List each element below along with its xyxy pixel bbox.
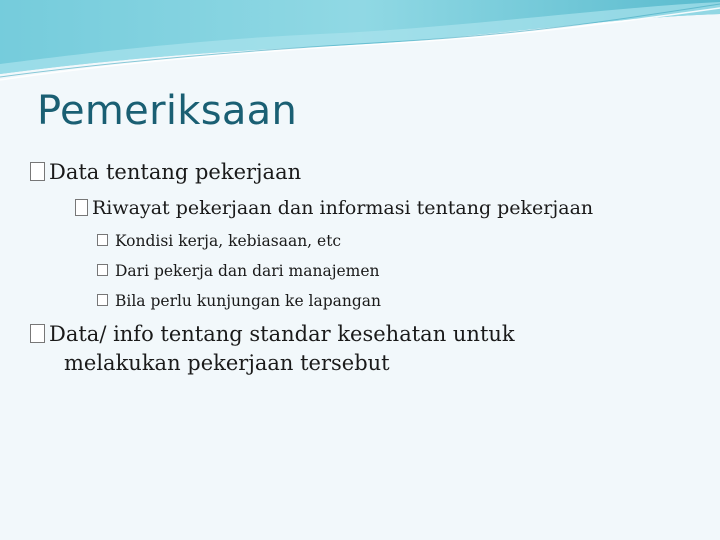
bullet-box-icon	[97, 264, 108, 276]
bullet-text: Bila perlu kunjungan ke lapangan	[115, 292, 382, 310]
bullet-text: Data/ info tentang standar kesehatan untuk	[49, 322, 515, 346]
bullet-text: Riwayat pekerjaan dan informasi tentang pekerjaan	[92, 197, 594, 219]
bullet-text: Data tentang pekerjaan	[49, 160, 302, 184]
sub-bullet-item	[75, 197, 593, 219]
bullet-text: Dari pekerja dan dari manajemen	[115, 262, 380, 280]
bullet-box-icon	[30, 162, 45, 181]
sub-sub-bullet-item	[97, 232, 341, 250]
bullet-box-icon	[97, 294, 108, 306]
sub-sub-bullet-item	[97, 292, 381, 310]
bullet-box-icon	[75, 199, 88, 216]
bullet-item	[30, 322, 515, 346]
bullet-text-continuation: melakukan pekerjaan tersebut	[64, 351, 390, 375]
sub-sub-bullet-item	[97, 262, 380, 280]
bullet-text: Kondisi kerja, kebiasaan, etc	[115, 232, 342, 250]
slide-title: Pemeriksaan	[37, 88, 298, 134]
bullet-item	[30, 160, 301, 184]
header-wave-decoration	[0, 0, 720, 90]
bullet-box-icon	[30, 324, 45, 343]
bullet-box-icon	[97, 234, 108, 246]
